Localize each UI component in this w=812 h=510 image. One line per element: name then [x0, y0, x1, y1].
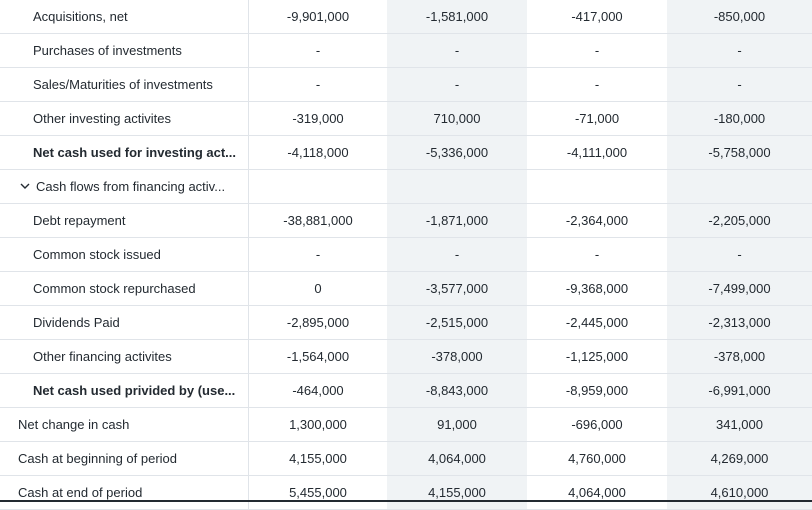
value-cell: 91,000	[387, 408, 527, 441]
row-label-text: Net cash used for investing act...	[33, 145, 236, 160]
value-cell	[249, 170, 387, 203]
value-cell: 4,155,000	[289, 451, 347, 466]
value-cell: -464,000	[292, 383, 344, 398]
table-row	[0, 34, 812, 68]
value-cell: -417,000	[571, 9, 623, 24]
value-cell: -6,991,000	[667, 374, 812, 407]
value-cell: -	[315, 43, 321, 58]
value-cell: -378,000	[387, 340, 527, 373]
value-cell: -319,000	[292, 111, 344, 126]
row-label	[0, 34, 249, 67]
value-cell: -	[667, 68, 812, 101]
value-cell: 4,610,000	[667, 476, 812, 509]
section-header[interactable]	[0, 170, 249, 203]
row-label-text: Common stock repurchased	[33, 281, 196, 296]
value-cell: -9,901,000	[286, 9, 350, 24]
value-cell: -2,313,000	[667, 306, 812, 339]
table-row	[0, 102, 812, 136]
value-cell: 4,269,000	[667, 442, 812, 475]
row-label	[0, 408, 249, 441]
row-label-text: Sales/Maturities of investments	[33, 77, 213, 92]
table-row	[0, 204, 812, 238]
row-label-text: Cash at beginning of period	[18, 451, 178, 466]
chevron-down-icon[interactable]	[20, 181, 32, 193]
table-row	[0, 136, 812, 170]
value-cell: -8,959,000	[565, 383, 629, 398]
value-cell: -2,895,000	[286, 315, 350, 330]
row-label-text: Cash at end of period	[18, 485, 143, 500]
value-cell: -5,336,000	[387, 136, 527, 169]
value-cell: -1,871,000	[387, 204, 527, 237]
table-row	[0, 68, 812, 102]
table-row[interactable]	[0, 170, 812, 204]
value-cell: -38,881,000	[283, 213, 353, 228]
row-label	[0, 102, 249, 135]
value-cell: -850,000	[667, 0, 812, 33]
row-label-text: Net change in cash	[18, 417, 130, 432]
row-label	[0, 136, 249, 169]
row-label-text: Acquisitions, net	[33, 9, 128, 24]
value-cell: -	[315, 247, 321, 262]
row-label-text: Purchases of investments	[33, 43, 182, 58]
value-cell: -378,000	[667, 340, 812, 373]
value-cell: -	[594, 247, 600, 262]
row-label	[0, 238, 249, 271]
row-label	[0, 306, 249, 339]
value-cell: -	[387, 68, 527, 101]
value-cell: -9,368,000	[565, 281, 629, 296]
value-cell: -3,577,000	[387, 272, 527, 305]
value-cell: -2,364,000	[565, 213, 629, 228]
value-cell: -696,000	[571, 417, 623, 432]
value-cell: 4,155,000	[387, 476, 527, 509]
value-cell: -5,758,000	[667, 136, 812, 169]
value-cell: 5,455,000	[289, 485, 347, 500]
row-label	[0, 68, 249, 101]
row-label	[0, 272, 249, 305]
row-label-text: Other investing activites	[33, 111, 172, 126]
value-cell: 4,760,000	[568, 451, 626, 466]
table-row	[0, 476, 812, 510]
table-row	[0, 0, 812, 34]
value-cell: -	[387, 34, 527, 67]
table-row	[0, 442, 812, 476]
table-row	[0, 238, 812, 272]
row-label-text: Common stock issued	[33, 247, 161, 262]
value-cell: -180,000	[667, 102, 812, 135]
value-cell: -8,843,000	[387, 374, 527, 407]
table-row	[0, 306, 812, 340]
row-label	[0, 204, 249, 237]
value-cell: 0	[314, 281, 322, 296]
value-cell: -4,111,000	[566, 145, 628, 160]
value-cell: -1,564,000	[286, 349, 350, 364]
value-cell: -71,000	[574, 111, 620, 126]
row-label	[0, 0, 249, 33]
value-cell: 710,000	[387, 102, 527, 135]
row-label	[0, 340, 249, 373]
value-cell: -1,581,000	[387, 0, 527, 33]
value-cell: 4,064,000	[568, 485, 626, 500]
table-row	[0, 340, 812, 374]
value-cell	[387, 170, 527, 203]
value-cell: -2,205,000	[667, 204, 812, 237]
table-row	[0, 374, 812, 408]
value-cell	[527, 170, 667, 203]
value-cell: -	[387, 238, 527, 271]
row-label-text: Other financing activites	[33, 349, 172, 364]
value-cell: -	[594, 43, 600, 58]
row-label	[0, 476, 249, 509]
row-label-text: Net cash used privided by (use...	[33, 383, 236, 398]
table-row	[0, 408, 812, 442]
value-cell: -	[667, 238, 812, 271]
value-cell: -	[667, 34, 812, 67]
row-label	[0, 374, 249, 407]
value-cell: -	[594, 77, 600, 92]
value-cell	[667, 170, 812, 203]
value-cell: 341,000	[667, 408, 812, 441]
row-label-text: Debt repayment	[33, 213, 126, 228]
value-cell: 4,064,000	[387, 442, 527, 475]
value-cell: -7,499,000	[667, 272, 812, 305]
value-cell: -2,445,000	[565, 315, 629, 330]
row-label-text: Cash flows from financing activ...	[36, 179, 226, 194]
value-cell: -2,515,000	[387, 306, 527, 339]
value-cell: -1,125,000	[565, 349, 629, 364]
row-label	[0, 442, 249, 475]
value-cell: 1,300,000	[289, 417, 347, 432]
value-cell: -	[315, 77, 321, 92]
value-cell: -4,118,000	[287, 145, 349, 160]
table-row	[0, 272, 812, 306]
row-label-text: Dividends Paid	[33, 315, 120, 330]
